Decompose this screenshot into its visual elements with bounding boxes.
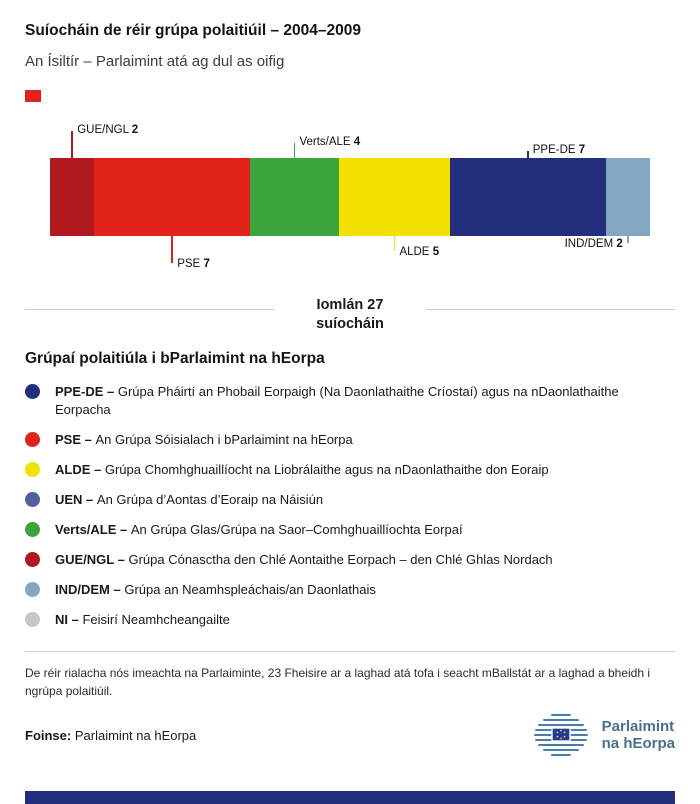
legend-label-alde: ALDE – Grúpa Chomhghuaillíocht na Liobrálaithe agus na nDaonlathaithe don Eoraip [55, 462, 549, 478]
bar-segment-ppe-de[interactable] [450, 158, 606, 236]
bar-segment-gue-ngl[interactable] [50, 158, 94, 236]
logo-text-line2: na hEorpa [601, 735, 675, 753]
stacked-bar [50, 124, 650, 270]
legend-item-ni [25, 611, 675, 629]
legend-label-ni: NI – Feisirí Neamhcheangailte [55, 612, 230, 628]
legend-color-dot-verts-ale [25, 522, 40, 537]
seat-chart [25, 90, 675, 282]
total-seats-line2: suíocháin [316, 316, 384, 333]
accent-square [25, 90, 41, 102]
legend-color-dot-ind-dem [25, 582, 40, 597]
callout-line-ind-dem [627, 236, 629, 243]
footnote: De réir rialacha nós imeachta na Parlaiminte, 23 Fheisire ar a laghad atá tofa i seacht mBallstát ar a laghad a bheidh i ngrúpa polaitiúil. [25, 666, 651, 699]
legend-label-ind-dem: IND/DEM – Grúpa an Neamhspleáchais/an Daonlathais [55, 582, 376, 598]
legend-list [25, 383, 675, 629]
legend-label-pse: PSE – An Grúpa Sóisialach i bParlaimint na hEorpa [55, 432, 353, 448]
legend-item-pse [25, 431, 675, 449]
total-divider-left [25, 309, 274, 310]
legend-color-dot-uen [25, 492, 40, 507]
legend-label-gue-ngl: GUE/NGL – Grúpa Cónasctha den Chlé Aontaithe Eorpach – den Chlé Ghlas Nordach [55, 552, 553, 568]
parliament-logo [529, 712, 675, 758]
legend-color-dot-ni [25, 612, 40, 627]
bar-segment-verts-ale[interactable] [250, 158, 339, 236]
eu-flag-icon [552, 728, 570, 741]
callout-label-verts-ale: Verts/ALE 4 [299, 136, 361, 148]
legend-label-ppe-de: PPE-DE – Grúpa Pháirtí an Phobail Eorpaigh (Na Daonlathaithe Críostaí) agus na nDaonlathaithe Eorpacha [55, 384, 619, 418]
callout-label-ind-dem: IND/DEM 2 [564, 238, 623, 250]
parliament-logo-text [602, 718, 675, 753]
legend-label-verts-ale: Verts/ALE – An Grúpa Glas/Grúpa na Saor–Comhghuaillíochta Eorpaí [55, 522, 463, 538]
total-seats-line1: Iomlán 27 [316, 297, 384, 313]
legend-label-uen: UEN – An Grúpa d’Aontas d’Eoraip na Náisiún [55, 492, 324, 508]
source-label: Foinse: [25, 727, 72, 743]
legend-item-ind-dem [25, 581, 675, 599]
bottom-brand-bar [25, 791, 675, 804]
bar-segment-alde[interactable] [339, 158, 450, 236]
total-divider-right [426, 309, 675, 310]
callout-label-gue-ngl: GUE/NGL 2 [77, 124, 139, 136]
callout-line-pse [171, 236, 173, 263]
callout-label-ppe-de: PPE-DE 7 [532, 144, 586, 156]
legend-item-alde [25, 461, 675, 479]
legend-item-verts-ale [25, 521, 675, 539]
footer-divider [25, 651, 675, 652]
legend-item-gue-ngl [25, 551, 675, 569]
callout-label-alde: ALDE 5 [399, 246, 440, 258]
legend-color-dot-alde [25, 462, 40, 477]
source-row [25, 712, 675, 758]
total-seats-label [274, 296, 426, 334]
page-subtitle: An Ísiltír – Parlaimint atá ag dul as oifig [25, 53, 285, 70]
total-row [25, 296, 675, 334]
callout-label-pse: PSE 7 [177, 258, 210, 270]
legend-color-dot-ppe-de [25, 384, 40, 399]
callout-line-alde [394, 236, 396, 251]
bar-segment-pse[interactable] [94, 158, 250, 236]
logo-text-line1: Parlaimint [601, 718, 675, 735]
legend-item-ppe-de [25, 383, 675, 419]
legend-heading: Grúpaí polaitiúla i bParlaimint na hEorpa [25, 350, 325, 368]
callout-line-verts-ale [294, 143, 296, 158]
legend-color-dot-gue-ngl [25, 552, 40, 567]
bar-segment-ind-dem[interactable] [606, 158, 650, 236]
legend-color-dot-pse [25, 432, 40, 447]
callout-line-ppe-de [527, 151, 529, 158]
callout-line-gue-ngl [71, 131, 73, 158]
hemicycle-icon [529, 712, 593, 758]
source-value: Parlaimint na hEorpa [74, 727, 197, 743]
source-text [25, 728, 196, 743]
page-title: Suíocháin de réir grúpa polaitiúil – 2004–2009 [25, 22, 361, 39]
legend-item-uen [25, 491, 675, 509]
